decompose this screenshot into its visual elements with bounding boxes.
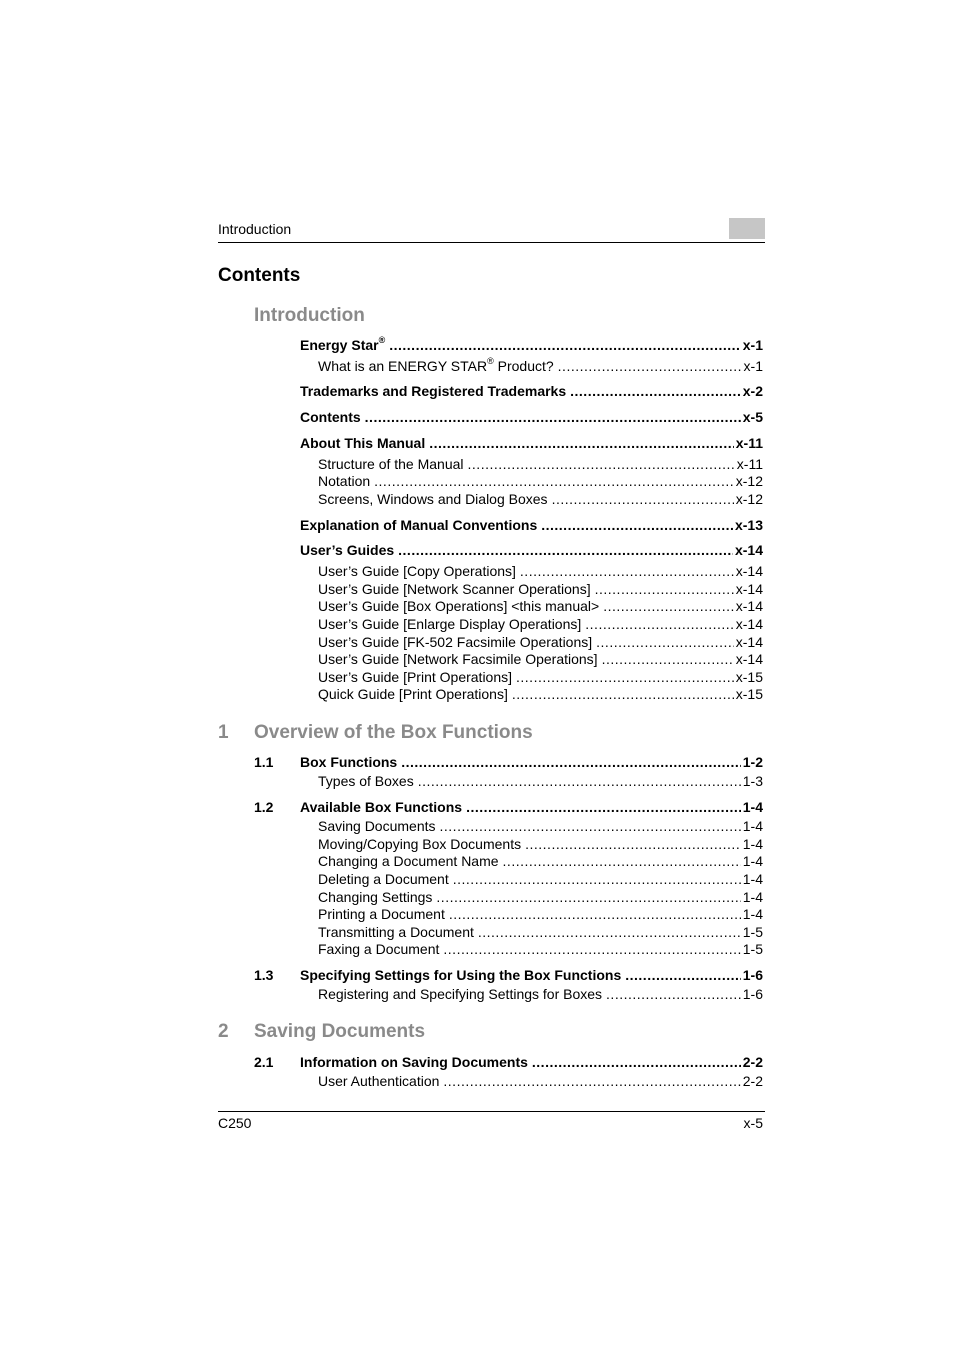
dot-leader: [585, 615, 733, 633]
toc-page-number: 1-2: [742, 754, 763, 770]
toc-entry-label: [300, 336, 385, 354]
dot-leader: [466, 798, 741, 816]
dot-leader: [606, 985, 741, 1003]
toc-entry-number: 1.2: [254, 799, 274, 815]
toc-entry-label: [300, 798, 462, 816]
toc-subentry[interactable]: [318, 870, 763, 888]
toc-entry-label-text: Information on Saving Documents: [300, 1054, 528, 1070]
toc-entry-label: [318, 870, 449, 888]
toc-subentry[interactable]: [318, 817, 763, 835]
dot-leader: [541, 516, 733, 534]
toc-entry-label-text: Changing a Document Name: [318, 853, 499, 869]
toc-subentry[interactable]: [318, 357, 763, 375]
toc-subentry[interactable]: [318, 455, 763, 473]
toc-entry-label: [318, 580, 591, 598]
dot-leader: [516, 668, 734, 686]
toc-entry-label: [318, 888, 432, 906]
toc-entry[interactable]: [254, 753, 763, 771]
chapter1-title: Overview of the Box Functions: [254, 722, 533, 743]
toc-entry-label: [318, 685, 508, 703]
toc-entry-label: [318, 985, 602, 1003]
toc-entry[interactable]: [300, 408, 763, 426]
toc-entry-label: [318, 668, 512, 686]
dot-leader: [625, 966, 741, 984]
toc-entry-label-text: Faxing a Document: [318, 941, 440, 957]
toc-page-number: x-12: [735, 473, 763, 489]
toc-entry-label: [318, 835, 521, 853]
toc-entry-label: [318, 597, 599, 615]
toc-entry-label-text: Specifying Settings for Using the Box Functions: [300, 967, 622, 983]
toc-entry-label-text: Quick Guide [Print Operations]: [318, 686, 508, 702]
toc-entry-label-text: User’s Guide [Network Scanner Operations]: [318, 581, 591, 597]
intro-heading-text: Introduction: [254, 305, 365, 326]
toc-entry-label-text: Moving/Copying Box Documents: [318, 836, 522, 852]
toc-entry[interactable]: [300, 382, 763, 400]
dot-leader: [374, 472, 734, 490]
toc-entry-number: 1.1: [254, 754, 274, 770]
toc-page-number: x-14: [735, 581, 763, 597]
toc-entry-label: [318, 633, 592, 651]
toc-page-number: x-2: [742, 383, 763, 399]
toc-entry-label-text: What is an ENERGY STAR: [318, 358, 488, 374]
dot-leader: [520, 562, 734, 580]
toc-entry-label-suffix: Product?: [493, 358, 554, 374]
toc-entry-label: [300, 434, 425, 452]
toc-page-number: x-15: [735, 686, 763, 702]
toc-page-number: x-14: [734, 542, 763, 558]
toc-entry[interactable]: [300, 541, 763, 559]
toc-entry-label: [318, 615, 581, 633]
toc-page-number: x-15: [735, 669, 763, 685]
dot-leader: [365, 408, 741, 426]
toc-page-number: x-11: [735, 435, 763, 451]
toc-entry-label-text: User’s Guide [Box Operations] <this manual>: [318, 598, 600, 614]
toc-entry[interactable]: [254, 798, 763, 816]
toc-subentry[interactable]: [318, 985, 763, 1003]
toc-entry[interactable]: [254, 966, 763, 984]
toc-entry[interactable]: [300, 516, 763, 534]
toc-page-number: 1-3: [742, 773, 763, 789]
footer-rule: [218, 1111, 765, 1112]
toc-subentry[interactable]: [318, 668, 763, 686]
toc-page-number: x-14: [735, 634, 763, 650]
toc-entry-label: [300, 966, 621, 984]
chapter2-title: Saving Documents: [254, 1021, 426, 1042]
dot-leader: [449, 905, 741, 923]
header-tab-box: [729, 218, 765, 239]
toc-entry-label-text: User’s Guide [Print Operations]: [318, 669, 513, 685]
toc-subentry[interactable]: [318, 772, 763, 790]
registered-mark: ®: [487, 356, 494, 367]
toc-entry-label-text: User’s Guide [Network Facsimile Operations]: [318, 651, 598, 667]
toc-entry-label-text: Registering and Specifying Settings for Boxes: [318, 986, 603, 1002]
toc-entry-label-text: Contents: [300, 409, 361, 425]
dot-leader: [503, 852, 741, 870]
dot-leader: [558, 357, 742, 375]
toc-entry-label: [300, 516, 537, 534]
toc-page-number: 1-4: [742, 906, 763, 922]
toc-entry-label: [318, 923, 474, 941]
toc-entry-label-text: Structure of the Manual: [318, 456, 464, 472]
toc-entry-label-text: User’s Guide [Copy Operations]: [318, 563, 516, 579]
registered-mark: ®: [378, 335, 386, 346]
dot-leader: [401, 753, 741, 771]
toc-subentry[interactable]: [318, 633, 763, 651]
dot-leader: [429, 434, 734, 452]
toc-page-number: 1-4: [742, 799, 763, 815]
toc-entry-label-text: Energy Star: [300, 337, 379, 353]
toc-entry-label-text: User’s Guides: [300, 542, 395, 558]
toc-page-number: x-14: [735, 563, 763, 579]
toc-entry-label: [318, 772, 414, 790]
dot-leader: [596, 633, 734, 651]
toc-subentry[interactable]: [318, 685, 763, 703]
toc-entry-label-text: About This Manual: [300, 435, 426, 451]
toc-subentry[interactable]: [318, 580, 763, 598]
chapter2-number: 2: [218, 1021, 229, 1042]
toc-entry-label: [318, 817, 436, 835]
toc-entry-label-text: Printing a Document: [318, 906, 445, 922]
toc-page-number: 2-2: [742, 1054, 763, 1070]
toc-subentry[interactable]: [318, 472, 763, 490]
toc-entry-number: 1.3: [254, 967, 274, 983]
toc-entry-label-text: Saving Documents: [318, 818, 436, 834]
chapter1-number: 1: [218, 722, 229, 743]
toc-page-number: 1-6: [742, 967, 763, 983]
header-rule: [218, 242, 765, 243]
toc-subentry[interactable]: [318, 490, 763, 508]
toc-page-number: 1-4: [742, 818, 763, 834]
toc-entry-label: [318, 455, 464, 473]
toc-subentry[interactable]: [318, 650, 763, 668]
toc-page-number: x-1: [743, 358, 763, 374]
toc-entry-label: [318, 650, 598, 668]
toc-entry-label: [300, 541, 394, 559]
toc-page-number: x-14: [735, 616, 763, 632]
toc-page-number: x-11: [736, 456, 763, 472]
dot-leader: [436, 888, 740, 906]
toc-page-number: x-14: [735, 651, 763, 667]
dot-leader: [532, 1053, 741, 1071]
dot-leader: [595, 580, 734, 598]
dot-leader: [440, 817, 741, 835]
toc-entry-label-text: Box Functions: [300, 754, 398, 770]
toc-page-number: 1-4: [742, 871, 763, 887]
toc-entry-label-text: Explanation of Manual Conventions: [300, 517, 538, 533]
toc-page-number: x-13: [734, 517, 763, 533]
dot-leader: [478, 923, 741, 941]
toc-entry-label: [300, 382, 566, 400]
toc-subentry[interactable]: [318, 615, 763, 633]
toc-entry-label-text: Available Box Functions: [300, 799, 463, 815]
toc-page-number: 1-4: [742, 853, 763, 869]
toc-entry-label: [318, 357, 554, 375]
toc-entry-label: [318, 905, 445, 923]
toc-page-number: 1-5: [742, 924, 763, 940]
page-title: Contents: [218, 265, 301, 286]
dot-leader: [468, 455, 735, 473]
toc-entry-number: 2.1: [254, 1054, 274, 1070]
dot-leader: [512, 685, 734, 703]
toc-entry-label: [300, 753, 397, 771]
toc-entry[interactable]: [300, 434, 763, 452]
toc-entry-label: [300, 408, 361, 426]
toc-subentry[interactable]: [318, 835, 763, 853]
dot-leader: [603, 597, 734, 615]
toc-entry-label: [318, 1072, 439, 1090]
toc-entry-label: [318, 490, 548, 508]
toc-entry-label-text: Types of Boxes: [318, 773, 414, 789]
dot-leader: [453, 870, 741, 888]
toc-entry-label-text: Trademarks and Registered Trademarks: [300, 383, 567, 399]
toc-page-number: 1-5: [742, 941, 763, 957]
toc-page-number: 1-6: [742, 986, 763, 1002]
dot-leader: [602, 650, 734, 668]
toc-entry[interactable]: [300, 336, 763, 354]
footer-page: x-5: [743, 1115, 763, 1131]
dot-leader: [418, 772, 741, 790]
toc-page-number: x-5: [742, 409, 763, 425]
toc-page-number: x-14: [735, 598, 763, 614]
toc-entry-label: [318, 562, 516, 580]
dot-leader: [398, 541, 733, 559]
toc-subentry[interactable]: [318, 1072, 763, 1090]
toc-subentry[interactable]: [318, 905, 763, 923]
dot-leader: [570, 382, 741, 400]
toc-subentry[interactable]: [318, 852, 763, 870]
footer-model: C250: [218, 1115, 252, 1131]
toc-entry-label-text: Transmitting a Document: [318, 924, 474, 940]
toc-page-number: 2-2: [742, 1073, 763, 1089]
toc-subentry[interactable]: [318, 923, 763, 941]
toc-subentry[interactable]: [318, 888, 763, 906]
dot-leader: [389, 336, 741, 354]
header-section: Introduction: [218, 221, 292, 237]
toc-entry-label-text: Changing Settings: [318, 889, 433, 905]
dot-leader: [525, 835, 741, 853]
toc-page-number: 1-4: [742, 889, 763, 905]
toc-subentry[interactable]: [318, 597, 763, 615]
toc-subentry[interactable]: [318, 940, 763, 958]
dot-leader: [443, 1072, 740, 1090]
toc-page-number: x-1: [742, 337, 763, 353]
toc-entry-label-text: User’s Guide [Enlarge Display Operations]: [318, 616, 582, 632]
toc-entry-label: [318, 940, 439, 958]
toc-page-number: 1-4: [742, 836, 763, 852]
toc-subentry[interactable]: [318, 562, 763, 580]
toc-entry-label-text: Notation: [318, 473, 371, 489]
toc-page-number: x-12: [735, 491, 763, 507]
toc-entry-label-text: User Authentication: [318, 1073, 440, 1089]
dot-leader: [552, 490, 734, 508]
toc-entry-label-text: Deleting a Document: [318, 871, 449, 887]
toc-entry-label: [318, 852, 499, 870]
toc-entry-label: [318, 472, 370, 490]
toc-entry[interactable]: [254, 1053, 763, 1071]
toc-entry-label: [300, 1053, 528, 1071]
dot-leader: [443, 940, 740, 958]
toc-entry-label-text: Screens, Windows and Dialog Boxes: [318, 491, 548, 507]
toc-entry-label-text: User’s Guide [FK-502 Facsimile Operations]: [318, 634, 593, 650]
